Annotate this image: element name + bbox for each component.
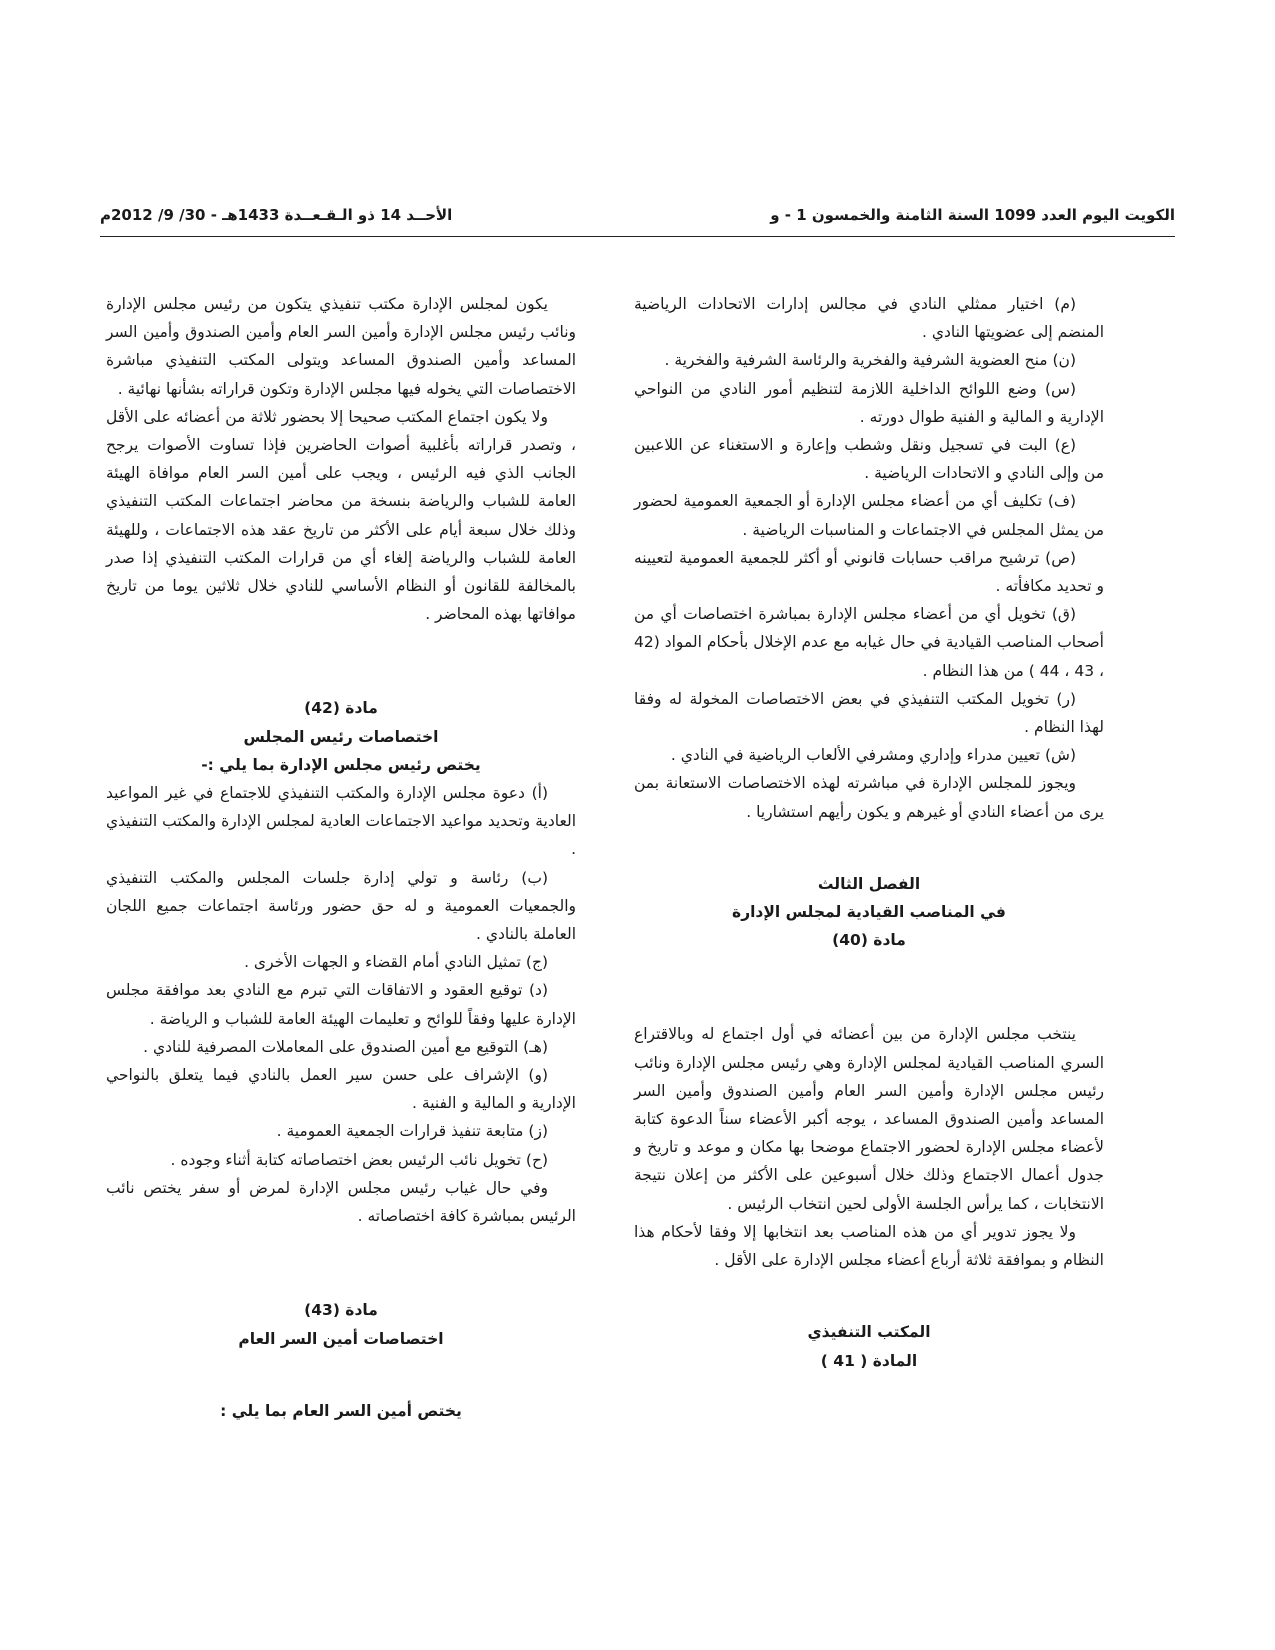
list-item: (ف) تكليف أي من أعضاء مجلس الإدارة أو الجمعية العمومية لحضور من يمثل المجلس في الاجتماعات و المناسبات الرياضية . [634,492,1104,539]
left-column [106,290,576,1425]
article-title: اختصاصات أمين السر العام [238,1329,444,1348]
chapter-title: في المناصب القيادية لمجلس الإدارة [732,903,1006,922]
list-item: (م) اختيار ممثلي النادي في مجالس إدارات الاتحادات الرياضية المنضم إلى عضويتها النادي . [634,295,1104,342]
article-number: المادة ( 41 ) [820,1351,918,1370]
header-date: الأحــد 14 ذو الـقـعــدة 1433هـ - 30/ 9/ 2012م [100,206,453,224]
list-item: (ع) البت في تسجيل ونقل وشطب وإعارة و الاستغناء عن اللاعبين من وإلى النادي و الاتحادات الرياضية . [634,436,1104,483]
list-item: (ش) تعيين مدراء وإداري ومشرفي الألعاب الرياضية في النادي . [670,746,1076,765]
header-divider [100,236,1175,237]
list-item: (ق) تخويل أي من أعضاء مجلس الإدارة بمباشرة اختصاصات أي من أصحاب المناصب القيادية في حال غيابه مع عدم الإخلال بأحكام المواد (42 ، 43 ، 44 ) من هذا النظام . [634,605,1104,680]
paragraph: ينتخب مجلس الإدارة من بين أعضائه في أول اجتماع له وبالاقتراع السري المناصب القيادية لمجلس الإدارة وهي رئيس مجلس الإدارة ونائب رئيس مجلس الإدارة وأمين السر العام وأمين الصندوق وأمين السر المساعد وأمين الصندوق المساعد ، يوجه أكبر الأعضاء سناً الدعوة كتابة لأعضاء مجلس الإدارة لحضور الاجتماع موضحا بها مكان و موعد و تاريخ و جدول أعمال الاجتماع وذلك خلال أسبوعين على الأكثر من إعلان نتيجة الانتخابات ، كما يرأس الجلسة الأولى لحين انتخاب الرئيس . [634,1025,1104,1213]
paragraph: يكون لمجلس الإدارة مكتب تنفيذي يتكون من رئيس مجلس الإدارة ونائب رئيس مجلس الإدارة وأمين السر العام وأمين الصندوق وأمين السر المساعد وأمين الصندوق المساعد ويتولى المكتب التنفيذي مباشرة الاختصاصات التي يخوله فيها مجلس الإدارة وتكون قراراته بشأنها نهائية . [106,295,576,398]
article-number: مادة (40) [832,931,906,950]
list-item: (ن) منح العضوية الشرفية والفخرية والرئاسة الشرفية والفخرية . [664,351,1076,370]
list-item: (و) الإشراف على حسن سير العمل بالنادي فيما يتعلق بالنواحي الإدارية و المالية و الفنية . [106,1066,576,1113]
paragraph: وفي حال غياب رئيس مجلس الإدارة لمرض أو سفر يختص نائب الرئيس بمباشرة كافة اختصاصاته . [106,1178,576,1226]
right-column [634,290,1104,1375]
section-title: المكتب التنفيذي [807,1323,931,1342]
paragraph: ويجوز للمجلس الإدارة في مباشرته لهذه الاختصاصات الاستعانة بمن يرى من أعضاء النادي أو غيرهم و يكون رأيهم استشاريا . [634,774,1104,821]
list-item: (س) وضع اللوائح الداخلية اللازمة لتنظيم أمور النادي من النواحي الإدارية و المالية و الفنية طوال دورته . [634,379,1104,426]
article-title: اختصاصات رئيس المجلس [243,727,439,746]
header-gazette-info: الكويت اليوم العدد 1099 السنة الثامنة والخمسون 1 - و [770,206,1175,224]
list-item: (ج) تمثيل النادي أمام القضاء و الجهات الأخرى . [244,953,548,972]
article-intro: يختص أمين السر العام بما يلي : [220,1401,462,1420]
chapter-heading: الفصل الثالث [817,874,921,893]
list-item: (ز) متابعة تنفيذ قرارات الجمعية العمومية . [276,1122,548,1141]
list-item: (أ) دعوة مجلس الإدارة والمكتب التنفيذي للاجتماع في غير المواعيد العادية وتحديد مواعيد الاجتماعات العادية لمجلس الإدارة والمكتب التنفيذي . [106,784,576,859]
list-item: (هـ) التوقيع مع أمين الصندوق على المعاملات المصرفية للنادي . [143,1037,548,1056]
article-number: مادة (43) [304,1301,378,1320]
list-item: (ب) رئاسة و تولي إدارة جلسات المجلس والمكتب التنفيذي والجمعيات العمومية و له حق حضور ورئاسة اجتماعات جميع اللجان العاملة بالنادي . [106,868,576,944]
list-item: (ر) تخويل المكتب التنفيذي في بعض الاختصاصات المخولة له وفقا لهذا النظام . [634,689,1104,737]
article-number: مادة (42) [304,699,378,718]
list-item: (ص) ترشيح مراقب حسابات قانوني أو أكثر للجمعية العمومية لتعيينه و تحديد مكافأته . [634,548,1104,596]
list-item: (ح) تخويل نائب الرئيس بعض اختصاصاته كتابة أثناء وجوده . [170,1150,548,1169]
list-item: (د) توقيع العقود و الاتفاقات التي تبرم مع النادي بعد موافقة مجلس الإدارة عليها وفقاً للوائح و تعليمات الهيئة العامة للشباب و الرياضة . [106,981,576,1028]
paragraph: ولا يكون اجتماع المكتب صحيحا إلا بحضور ثلاثة من أعضائه على الأقل ، وتصدر قراراته بأغلبية أصوات الحاضرين فإذا تساوت الأصوات يرجح الجانب الذي فيه الرئيس ، ويجب على أمين السر العام موافاة الهيئة العامة للشباب والرياضة بنسخة من محاضر اجتماعات المكتب التنفيذي وذلك خلال سبعة أيام على الأكثر من تاريخ عقد هذه الاجتماعات ، وللهيئة العامة للشباب والرياضة إلغاء أي من قرارات المكتب التنفيذي إذا صدر بالمخالفة للقانون أو النظام الأساسي للنادي خلال ثلاثين يوما من تاريخ موافاتها بهذه المحاضر . [106,407,576,624]
paragraph: ولا يجوز تدوير أي من هذه المناصب بعد انتخابها إلا وفقا لأحكام هذا النظام و بموافقة ثلاثة أرباع أعضاء مجلس الإدارة على الأقل . [634,1222,1104,1270]
article-intro: يختص رئيس مجلس الإدارة بما يلي :- [201,755,481,774]
